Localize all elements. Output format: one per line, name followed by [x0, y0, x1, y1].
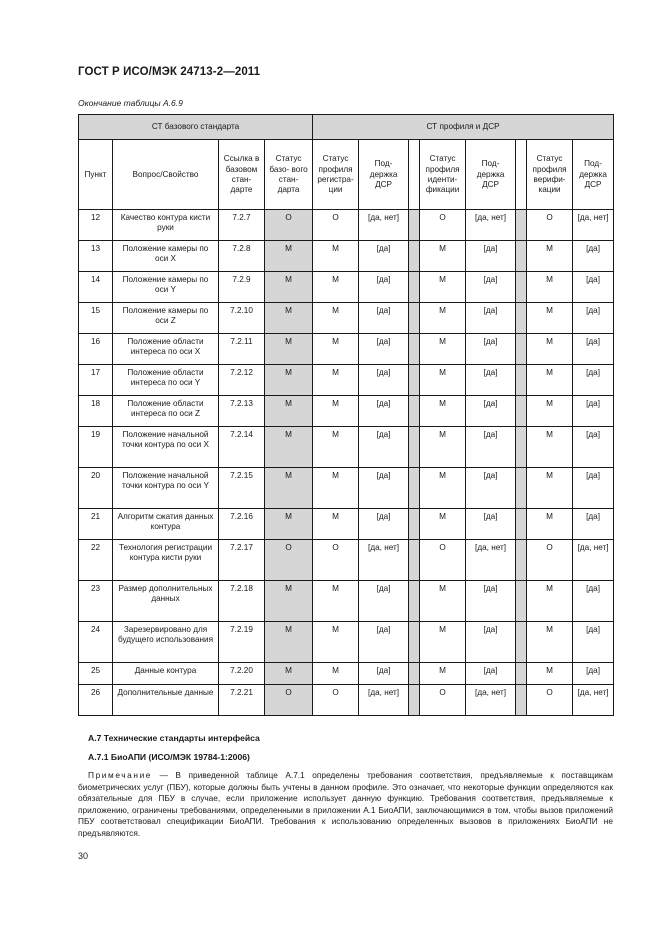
cell-question: Алгоритм сжатия данных контура [113, 509, 219, 540]
conformance-table [78, 114, 614, 716]
cell-base-status: O [265, 210, 313, 241]
cell-reg-support: [да] [359, 396, 409, 427]
cell-ref: 7.2.13 [219, 396, 265, 427]
cell-ver-support: [да, нет] [573, 685, 614, 716]
cell-reg-support: [да, нет] [359, 685, 409, 716]
table-row [79, 663, 614, 685]
separator-cell [516, 365, 527, 396]
cell-item: 22 [79, 540, 113, 581]
cell-reg-status: M [313, 396, 359, 427]
separator-cell [409, 685, 420, 716]
cell-id-support: [да] [466, 468, 516, 509]
cell-reg-support: [да] [359, 334, 409, 365]
cell-ver-support: [да, нет] [573, 540, 614, 581]
cell-reg-support: [да] [359, 427, 409, 468]
cell-reg-status: M [313, 622, 359, 663]
cell-question: Дополнительные данные [113, 685, 219, 716]
cell-id-status: M [420, 334, 466, 365]
cell-ver-support: [да] [573, 509, 614, 540]
separator-cell [409, 210, 420, 241]
cell-question: Положение камеры по оси Z [113, 303, 219, 334]
col-id-status: Статус профиля иденти- фикации [420, 140, 466, 210]
table-row [79, 272, 614, 303]
cell-ref: 7.2.14 [219, 427, 265, 468]
cell-reg-support: [да] [359, 509, 409, 540]
cell-id-status: O [420, 540, 466, 581]
cell-ref: 7.2.11 [219, 334, 265, 365]
cell-item: 14 [79, 272, 113, 303]
cell-ver-support: [да] [573, 468, 614, 509]
cell-ref: 7.2.15 [219, 468, 265, 509]
col-question: Вопрос/Свойство [113, 140, 219, 210]
cell-ver-support: [да] [573, 396, 614, 427]
cell-base-status: M [265, 303, 313, 334]
cell-id-status: M [420, 427, 466, 468]
cell-ver-support: [да] [573, 581, 614, 622]
col-ver-support: Под- держка ДСР [573, 140, 614, 210]
cell-ver-support: [да] [573, 241, 614, 272]
cell-question: Данные контура [113, 663, 219, 685]
cell-ver-status: M [527, 241, 573, 272]
cell-reg-support: [да] [359, 241, 409, 272]
cell-ver-status: M [527, 396, 573, 427]
separator-cell [409, 140, 420, 210]
separator-cell [409, 622, 420, 663]
cell-ver-status: M [527, 272, 573, 303]
cell-question: Зарезервировано для будущего использования [113, 622, 219, 663]
cell-reg-status: M [313, 427, 359, 468]
cell-reg-status: M [313, 663, 359, 685]
separator-cell [516, 581, 527, 622]
cell-ref: 7.2.9 [219, 272, 265, 303]
cell-base-status: M [265, 241, 313, 272]
cell-id-support: [да] [466, 334, 516, 365]
col-item: Пункт [79, 140, 113, 210]
cell-question: Положение начальной точки контура по оси Y [113, 468, 219, 509]
cell-reg-status: M [313, 241, 359, 272]
group-base-standard: СТ базового стандарта [79, 115, 313, 140]
separator-cell [516, 663, 527, 685]
separator-cell [516, 303, 527, 334]
cell-item: 25 [79, 663, 113, 685]
separator-cell [516, 334, 527, 365]
table-row [79, 509, 614, 540]
cell-reg-status: M [313, 365, 359, 396]
section-heading-a71: А.7.1 БиоАПИ (ИСО/МЭК 19784-1:2006) [88, 752, 250, 762]
separator-cell [516, 622, 527, 663]
separator-cell [409, 334, 420, 365]
table-row [79, 468, 614, 509]
cell-reg-status: M [313, 581, 359, 622]
cell-item: 26 [79, 685, 113, 716]
cell-id-support: [да] [466, 622, 516, 663]
cell-item: 12 [79, 210, 113, 241]
note-paragraph [78, 770, 613, 840]
cell-id-support: [да] [466, 365, 516, 396]
cell-item: 21 [79, 509, 113, 540]
cell-item: 24 [79, 622, 113, 663]
cell-id-status: M [420, 581, 466, 622]
cell-ref: 7.2.20 [219, 663, 265, 685]
cell-ver-status: M [527, 468, 573, 509]
cell-id-support: [да] [466, 272, 516, 303]
table-row [79, 210, 614, 241]
cell-id-status: M [420, 396, 466, 427]
cell-id-status: M [420, 365, 466, 396]
cell-ref: 7.2.21 [219, 685, 265, 716]
separator-cell [516, 210, 527, 241]
cell-id-support: [да] [466, 581, 516, 622]
table-row [79, 540, 614, 581]
separator-cell [409, 581, 420, 622]
cell-base-status: O [265, 685, 313, 716]
cell-base-status: O [265, 540, 313, 581]
cell-reg-status: M [313, 468, 359, 509]
cell-item: 18 [79, 396, 113, 427]
table-row [79, 685, 614, 716]
cell-question: Технология регистрации контура кисти руки [113, 540, 219, 581]
cell-id-support: [да] [466, 427, 516, 468]
cell-base-status: M [265, 581, 313, 622]
cell-base-status: M [265, 427, 313, 468]
cell-id-status: O [420, 685, 466, 716]
cell-question: Положение области интереса по оси Z [113, 396, 219, 427]
cell-ref: 7.2.12 [219, 365, 265, 396]
cell-base-status: M [265, 468, 313, 509]
cell-ver-support: [да] [573, 427, 614, 468]
separator-cell [516, 272, 527, 303]
cell-item: 13 [79, 241, 113, 272]
cell-ref: 7.2.16 [219, 509, 265, 540]
note-text: — В приведенной таблице А.7.1 определены требования соответствия, предъявляемые к поставщикам биометрических услуг (ПБУ), которые должны быть учтены в данном профиле. Это означает, что некоторые функции определяются как обязательные для ПБУ в случае, если приложение использует данную функцию. Требования соответствия, предъявляемые к приложению, ограничены требованиями, определенными в приложении А.1 БиоАПИ, заключающимися в том, чтобы вызов приложений ПБУ соответствовал спецификации БиоАПИ. Требования к использованию определенных вызовов в приложениях БиоАПИ не предъявляются. [78, 770, 613, 838]
cell-id-status: M [420, 272, 466, 303]
cell-reg-support: [да, нет] [359, 210, 409, 241]
cell-id-support: [да] [466, 396, 516, 427]
separator-cell [409, 663, 420, 685]
cell-item: 20 [79, 468, 113, 509]
col-ref: Ссылка в базовом стан- дарте [219, 140, 265, 210]
separator-cell [516, 685, 527, 716]
cell-id-status: M [420, 622, 466, 663]
col-base-status: Статус базо- вого стан- дарта [265, 140, 313, 210]
cell-ver-status: M [527, 427, 573, 468]
col-ver-status: Статус профиля верифи- кации [527, 140, 573, 210]
separator-cell [516, 396, 527, 427]
separator-cell [516, 140, 527, 210]
cell-ver-status: M [527, 509, 573, 540]
cell-question: Качество контура кисти руки [113, 210, 219, 241]
separator-cell [409, 468, 420, 509]
separator-cell [516, 509, 527, 540]
cell-question: Размер дополнительных данных [113, 581, 219, 622]
cell-ver-status: M [527, 581, 573, 622]
cell-item: 23 [79, 581, 113, 622]
cell-ver-support: [да] [573, 663, 614, 685]
cell-ver-support: [да] [573, 303, 614, 334]
separator-cell [409, 303, 420, 334]
table-row [79, 622, 614, 663]
cell-ver-status: M [527, 663, 573, 685]
separator-cell [409, 272, 420, 303]
separator-cell [409, 427, 420, 468]
cell-id-status: M [420, 241, 466, 272]
cell-base-status: M [265, 509, 313, 540]
cell-reg-status: O [313, 540, 359, 581]
separator-cell [409, 241, 420, 272]
separator-cell [516, 540, 527, 581]
cell-ver-status: O [527, 685, 573, 716]
cell-ver-status: M [527, 303, 573, 334]
cell-question: Положение начальной точки контура по оси X [113, 427, 219, 468]
cell-base-status: M [265, 334, 313, 365]
table-row [79, 427, 614, 468]
cell-reg-status: O [313, 210, 359, 241]
separator-cell [409, 365, 420, 396]
table-row [79, 396, 614, 427]
cell-id-support: [да] [466, 241, 516, 272]
cell-reg-status: O [313, 685, 359, 716]
group-header-row [79, 115, 614, 140]
separator-cell [516, 468, 527, 509]
cell-base-status: M [265, 622, 313, 663]
table-row [79, 241, 614, 272]
separator-cell [409, 509, 420, 540]
cell-item: 17 [79, 365, 113, 396]
cell-base-status: M [265, 396, 313, 427]
cell-ver-status: M [527, 622, 573, 663]
cell-id-status: M [420, 663, 466, 685]
col-reg-support: Под- держка ДСР [359, 140, 409, 210]
cell-id-status: M [420, 303, 466, 334]
cell-reg-status: M [313, 334, 359, 365]
cell-id-status: M [420, 468, 466, 509]
cell-reg-support: [да] [359, 303, 409, 334]
note-lead: Примечание [88, 770, 153, 780]
cell-ref: 7.2.19 [219, 622, 265, 663]
cell-reg-support: [да] [359, 365, 409, 396]
separator-cell [409, 396, 420, 427]
cell-id-support: [да] [466, 509, 516, 540]
cell-id-support: [да] [466, 303, 516, 334]
col-reg-status: Статус профиля регистра- ции [313, 140, 359, 210]
cell-reg-support: [да] [359, 663, 409, 685]
cell-ref: 7.2.10 [219, 303, 265, 334]
cell-question: Положение области интереса по оси Y [113, 365, 219, 396]
table-row [79, 581, 614, 622]
table-row [79, 365, 614, 396]
cell-item: 15 [79, 303, 113, 334]
cell-base-status: M [265, 272, 313, 303]
cell-ver-status: O [527, 540, 573, 581]
cell-reg-support: [да] [359, 581, 409, 622]
cell-ver-support: [да, нет] [573, 210, 614, 241]
table-row [79, 303, 614, 334]
cell-reg-status: M [313, 272, 359, 303]
cell-reg-support: [да] [359, 468, 409, 509]
cell-id-support: [да, нет] [466, 540, 516, 581]
cell-ref: 7.2.17 [219, 540, 265, 581]
cell-question: Положение камеры по оси Y [113, 272, 219, 303]
section-heading-a7: А.7 Технические стандарты интерфейса [88, 733, 260, 743]
cell-id-support: [да] [466, 663, 516, 685]
cell-ver-support: [да] [573, 334, 614, 365]
cell-reg-status: M [313, 509, 359, 540]
cell-id-status: M [420, 509, 466, 540]
cell-reg-support: [да, нет] [359, 540, 409, 581]
cell-ref: 7.2.8 [219, 241, 265, 272]
cell-ver-status: M [527, 365, 573, 396]
cell-id-support: [да, нет] [466, 210, 516, 241]
cell-ver-support: [да] [573, 365, 614, 396]
group-profile-dsr: СТ профиля и ДСР [313, 115, 614, 140]
cell-ref: 7.2.7 [219, 210, 265, 241]
document-header: ГОСТ Р ИСО/МЭК 24713-2—2011 [78, 66, 261, 78]
separator-cell [516, 241, 527, 272]
separator-cell [516, 427, 527, 468]
table-caption: Окончание таблицы А.6.9 [78, 98, 183, 108]
page-number: 30 [78, 851, 89, 861]
cell-question: Положение области интереса по оси X [113, 334, 219, 365]
cell-ver-status: O [527, 210, 573, 241]
table-row [79, 334, 614, 365]
column-header-row [79, 140, 614, 210]
cell-ver-support: [да] [573, 622, 614, 663]
col-id-support: Под- держка ДСР [466, 140, 516, 210]
cell-ver-support: [да] [573, 272, 614, 303]
cell-item: 19 [79, 427, 113, 468]
cell-id-support: [да, нет] [466, 685, 516, 716]
separator-cell [409, 540, 420, 581]
cell-reg-support: [да] [359, 272, 409, 303]
cell-reg-support: [да] [359, 622, 409, 663]
cell-reg-status: M [313, 303, 359, 334]
cell-id-status: O [420, 210, 466, 241]
cell-item: 16 [79, 334, 113, 365]
cell-base-status: M [265, 663, 313, 685]
cell-base-status: M [265, 365, 313, 396]
cell-question: Положение камеры по оси X [113, 241, 219, 272]
cell-ref: 7.2.18 [219, 581, 265, 622]
cell-ver-status: M [527, 334, 573, 365]
